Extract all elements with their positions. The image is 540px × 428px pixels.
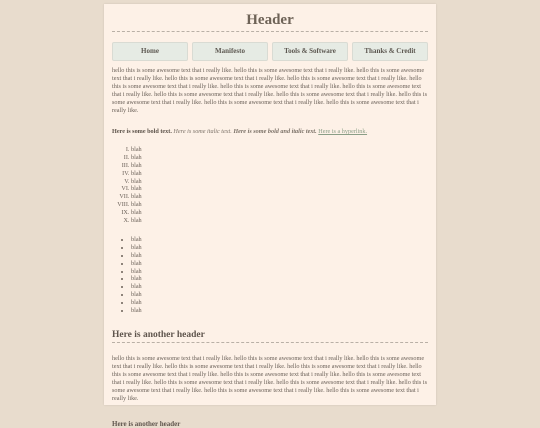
- section-paragraph: hello this is some awesome text that i really like. hello this is some awesome text that i really like. hello this is some awesome text that i really like. hello this is some awesome text that i really like. hello this is some awesome text that i really like. hello this is some awesome text that i really like. hello this is some awesome text that i really like. hello this is some awesome text that i really like. hello this is some awesome text that i really like. hello this is some awesome text that i really like. hello this is some awesome text that i really like. hello this is some awesome text that i really like. hello this is some awesome text that i really like.: [112, 355, 427, 402]
- italic-text: Here is some italic text.: [173, 128, 232, 136]
- nav-bar: [112, 42, 428, 61]
- list-item: V. blah: [131, 178, 428, 186]
- section-heading: Here is another header: [112, 330, 428, 343]
- bold-text: Here is some bold text.: [112, 128, 172, 136]
- list-item: • blah: [131, 260, 428, 268]
- nav-thanks-credit-button[interactable]: Thanks & Credit: [352, 42, 428, 61]
- list-item: X. blah: [131, 217, 428, 225]
- list-item: • blah: [131, 244, 428, 252]
- unordered-list: [112, 236, 428, 314]
- list-item: • blah: [131, 236, 428, 244]
- page-container: [104, 4, 436, 428]
- nav-home-button[interactable]: Home: [112, 42, 188, 61]
- nav-manifesto-button[interactable]: Manifesto: [192, 42, 268, 61]
- list-item: I. blah: [131, 146, 428, 154]
- list-item: • blah: [131, 291, 428, 299]
- list-item: III. blah: [131, 162, 428, 170]
- list-item: II. blah: [131, 154, 428, 162]
- formatting-examples: [112, 128, 428, 135]
- main-content: [104, 67, 436, 428]
- page-title: Header: [112, 12, 428, 32]
- list-item: VI. blah: [131, 185, 428, 193]
- subsection-heading: Here is another header: [112, 419, 181, 428]
- intro-paragraph: hello this is some awesome text that i really like. hello this is some awesome text that i really like. hello this is some awesome text that i really like. hello this is some awesome text that i really like. hello this is some awesome text that i really like. hello this is some awesome text that i really like. hello this is some awesome text that i really like. hello this is some awesome text that i really like. hello this is some awesome text that i really like. hello this is some awesome text that i really like. hello this is some awesome text that i really like. hello this is some awesome text that i really like. hello this is some awesome text that i really like.: [112, 67, 427, 114]
- list-item: • blah: [131, 299, 428, 307]
- list-item: • blah: [131, 252, 428, 260]
- list-item: IV. blah: [131, 170, 428, 178]
- ordered-list: [112, 146, 428, 224]
- list-item: • blah: [131, 283, 428, 291]
- list-item: • blah: [131, 275, 428, 283]
- hyperlink[interactable]: Here is a hyperlink.: [318, 128, 368, 136]
- list-item: • blah: [131, 268, 428, 276]
- list-item: VII. blah: [131, 193, 428, 201]
- bold-italic-text: Here is some bold and italic text.: [233, 128, 317, 136]
- list-item: • blah: [131, 307, 428, 315]
- nav-tools-software-button[interactable]: Tools & Software: [272, 42, 348, 61]
- list-item: VIII. blah: [131, 201, 428, 209]
- list-item: IX. blah: [131, 209, 428, 217]
